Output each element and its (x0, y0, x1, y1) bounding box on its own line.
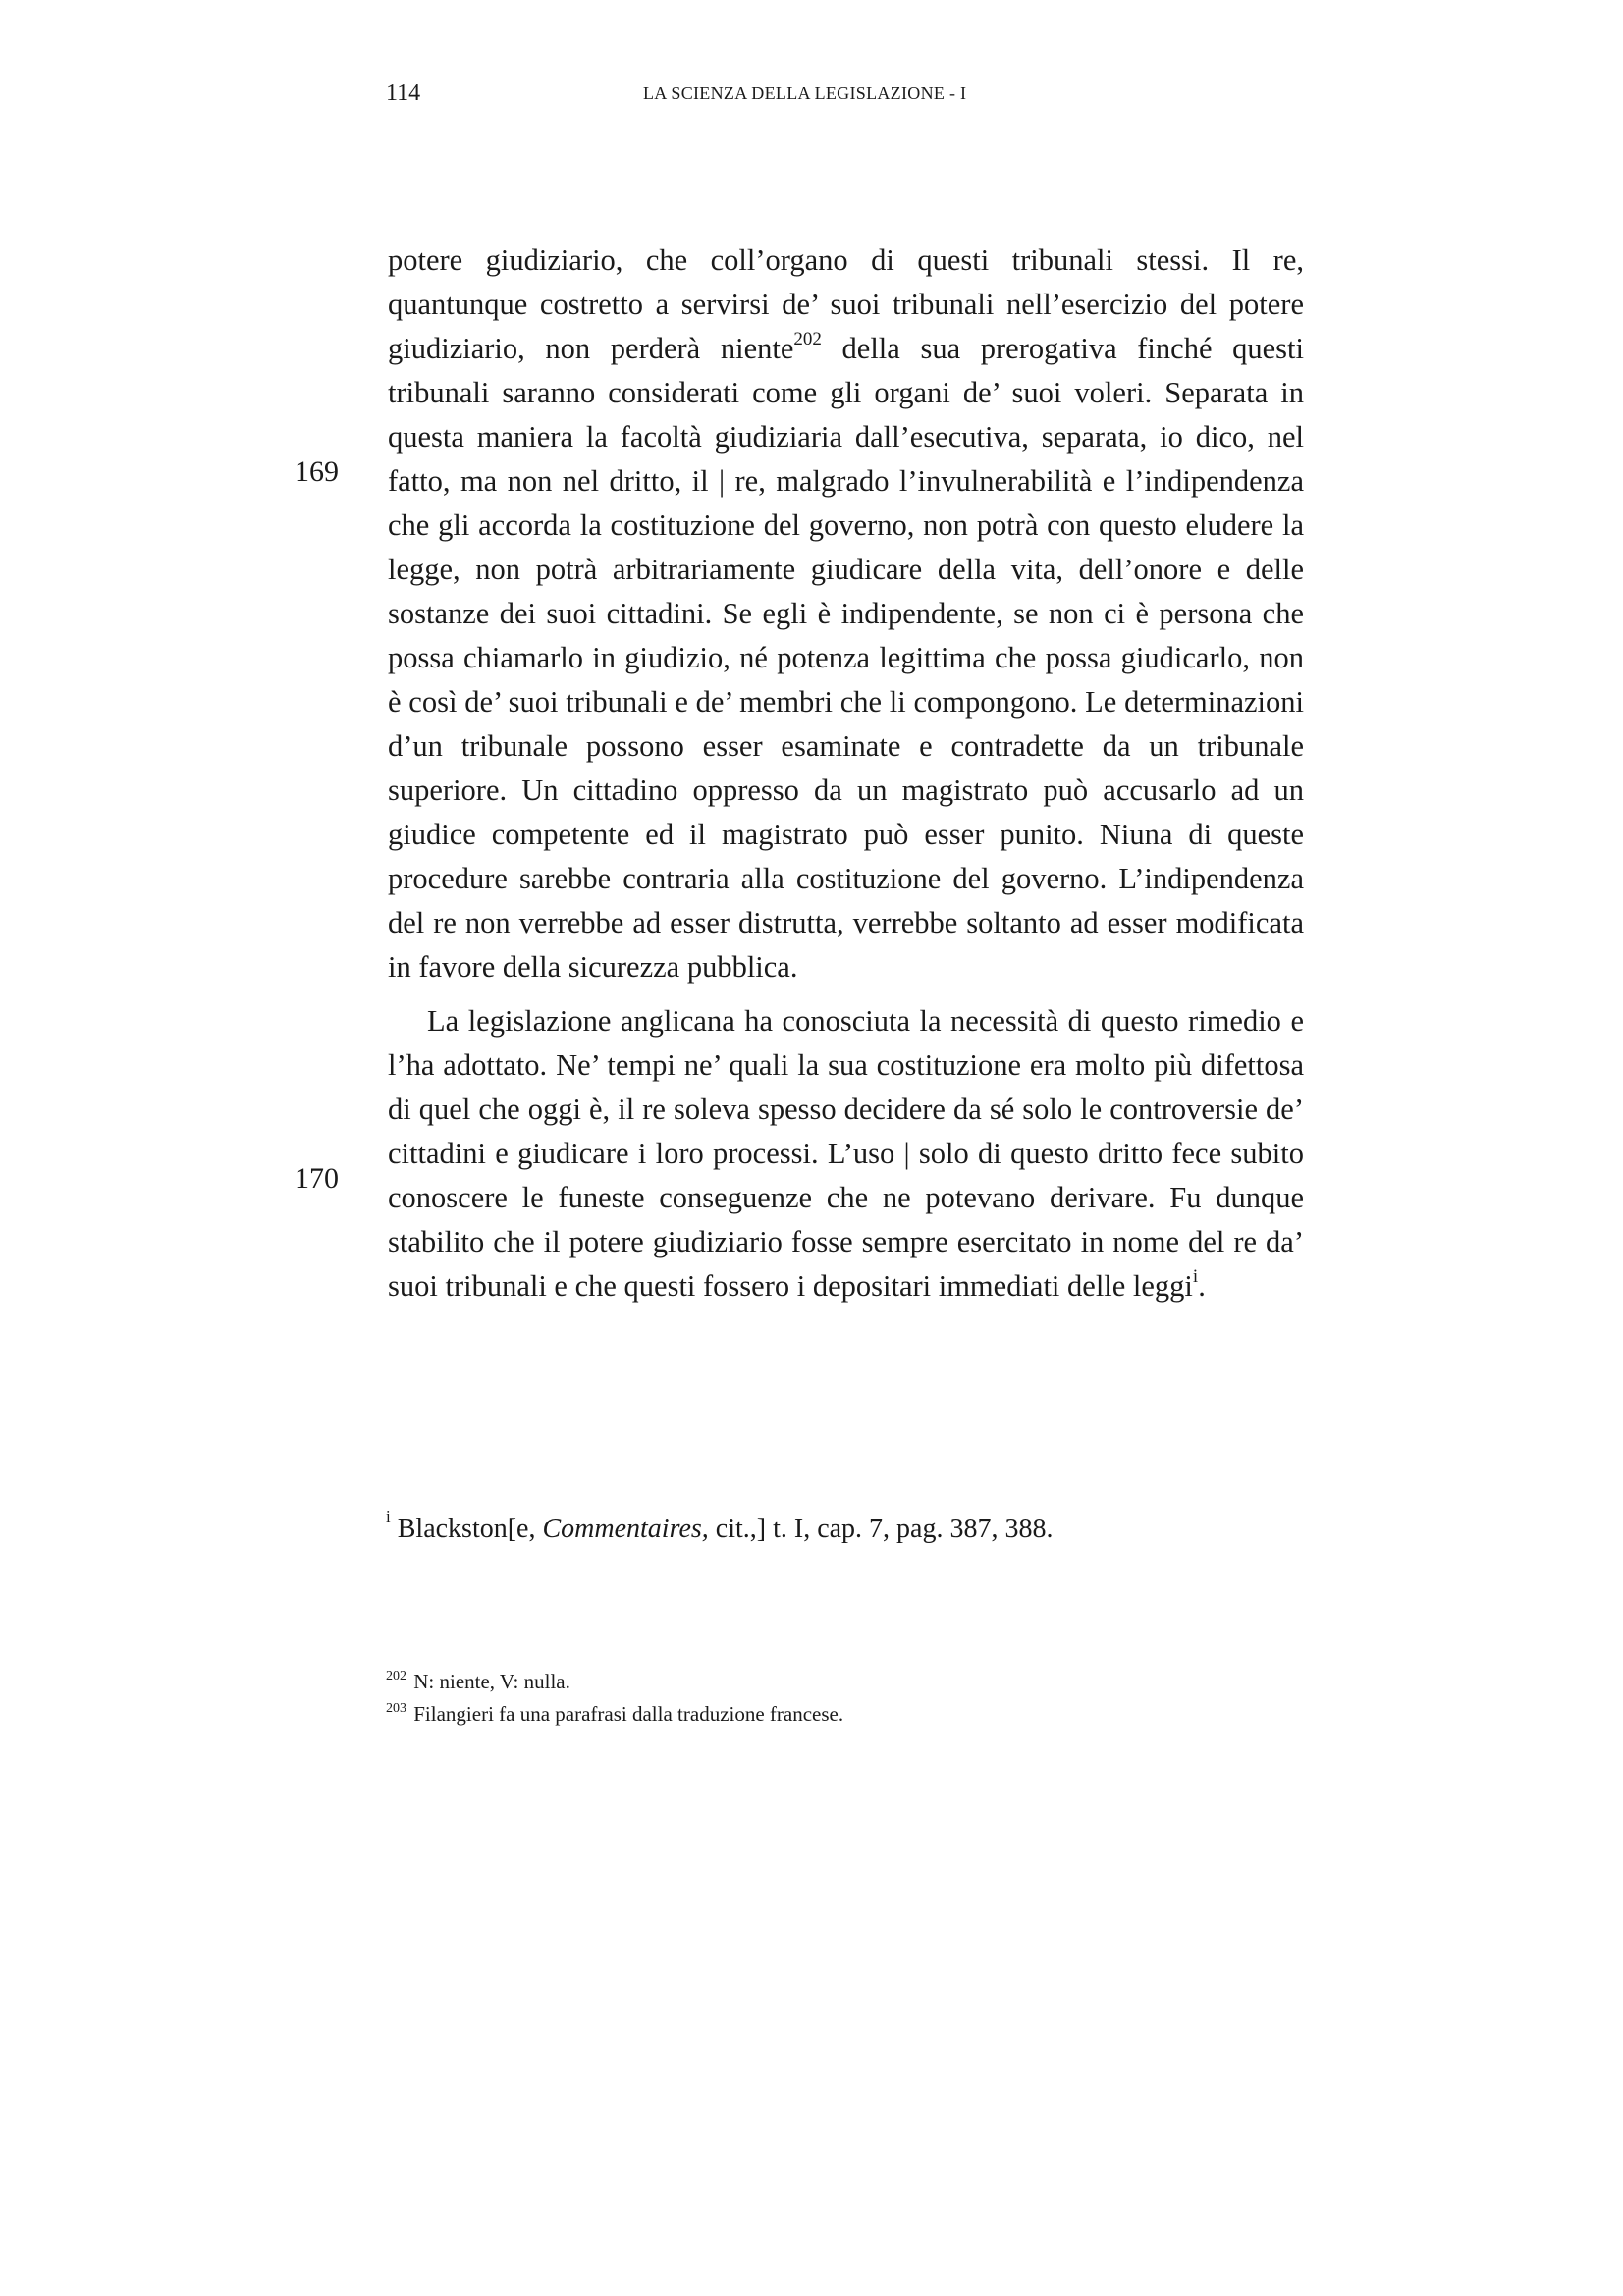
editorial-note-number: 203 (386, 1700, 406, 1716)
running-title: LA SCIENZA DELLA LEGISLAZIONE - I (643, 83, 967, 103)
margin-page-number: 170 (295, 1162, 339, 1195)
footnote-text: cit.,] t. I, cap. 7, pag. 387, 388. (708, 1514, 1054, 1544)
editorial-note (386, 1666, 1309, 1698)
footnote-marker: i (386, 1506, 391, 1525)
running-header (0, 77, 1623, 110)
paragraph-text: potere giudiziario, che coll’organo di questi tribunali stessi. Il re, quantunque costretto a servirsi de’ suoi tribunali nell’esercizio del potere giudiziario, non perderà niente (388, 243, 1304, 365)
paragraph-text: . (1198, 1269, 1206, 1303)
footnote-text: Blackston[e, (390, 1514, 543, 1544)
footnote-ref-i: i (1192, 1266, 1199, 1287)
editorial-notes (386, 1666, 1309, 1731)
paragraph-text: La legislazione anglicana ha conosciuta la necessità di questo rimedio e l’ha adottato. Ne’ tempi ne’ quali la sua costituzione era molto più difettosa di quel che oggi è, il re soleva spesso decidere da sé solo le controversie de’ cittadini e giudicare i loro processi. L’uso | solo di questo dritto fece subito conoscere le funeste conseguenze che ne potevano derivare. Fu dunque stabilito che il potere giudiziario fosse sempre esercitato in nome del re da’ suoi tribunali e che questi fossero i depositari immediati delle leggi (388, 1004, 1304, 1303)
paragraph (388, 239, 1304, 989)
footnote-ref-202: 202 (793, 329, 822, 349)
author-footnote (386, 1506, 1309, 1549)
paragraph (388, 999, 1304, 1308)
editorial-note-number: 202 (386, 1668, 406, 1683)
editorial-note (386, 1698, 1309, 1731)
margin-page-number: 169 (295, 455, 339, 488)
editorial-note-text: N: niente, V: nulla. (408, 1670, 570, 1693)
page-number: 114 (386, 80, 421, 106)
main-text (388, 239, 1304, 1308)
paragraph-text: della sua prerogativa finché questi tribunali saranno considerati come gli organi de’ suoi voleri. Separata in questa maniera la facoltà giudiziaria dall’esecutiva, separata, io dico, nel fatto, ma non nel dritto, il | re, malgrado l’invulnerabilità e l’indipendenza che gli accorda la costituzione del governo, non potrà con questo eludere la legge, non potrà arbitrariamente giudicare della vita, dell’onore e delle sostanze dei suoi cittadini. Se egli è indipendente, se non ci è persona che possa chiamarlo in giudizio, né potenza legittima che possa giudicarlo, non è così de’ suoi tribunali e de’ membri che li compongono. Le determinazioni d’un tribunale possono esser esaminate e contradette da un tribunale superiore. Un cittadino oppresso da un magistrato può accusarlo ad un giudice competente ed il magistrato può esser punito. Niuna di queste procedure sarebbe contraria alla costituzione del governo. L’indipendenza del re non verrebbe ad esser distrutta, verrebbe soltanto ad esser modificata in favore della sicurezza pubblica. (388, 332, 1304, 984)
editorial-note-text: Filangieri fa una parafrasi dalla traduzione francese. (408, 1702, 844, 1726)
cited-work-title: Commentaires, (542, 1514, 709, 1544)
